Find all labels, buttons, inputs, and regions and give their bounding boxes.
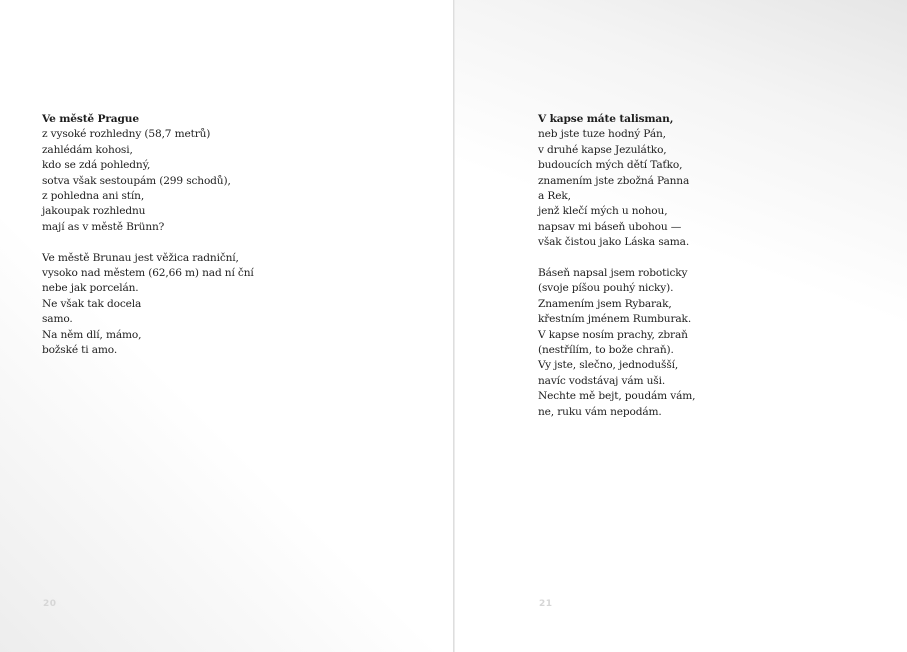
poem-line: (nestřílím, to bože chraň). [538,344,674,357]
poem-line: z vysoké rozhledny (58,7 metrů) [42,128,211,141]
poem-line: Znamením jsem Rybarak, [538,297,672,310]
poem-line: Ne však tak docela [42,297,142,310]
poem-line: však čistou jako Láska sama. [538,236,690,249]
stanza [538,112,695,251]
stanza [538,266,695,420]
poem-title: Ve městě Prague [42,113,139,125]
poem-line: sotva však sestoupám (299 schodů), [42,174,231,187]
poem-line: Nechte mě bejt, poudám vám, [538,390,696,403]
poem-line: Ve městě Brunau jest věžica radniční, [42,251,239,264]
poem-line: (svoje píšou pouhý nicky). [538,282,674,295]
poem-line: budoucích mých dětí Taťko, [538,159,683,172]
left-page [0,0,453,652]
poem-line: jenž klečí mých u nohou, [538,205,668,218]
poem-line: křestním jménem Rumburak. [538,313,692,326]
poem-line: nebe jak porcelán. [42,282,139,295]
poem-line: kdo se zdá pohledný, [42,159,151,172]
stanza [42,251,254,359]
poem-line: z pohledna ani stín, [42,190,145,203]
poem-line: navíc vodstávaj vám uši. [538,374,666,387]
page-number: 21 [539,599,553,609]
poem-line: božské ti amo. [42,344,118,357]
poem-line: mají as v městě Brünn? [42,220,165,233]
poem-line: znamením jste zbožná Panna [538,174,690,187]
poem-line: ne, ruku vám nepodám. [538,405,662,418]
right-page [455,0,907,652]
page-number: 20 [43,599,57,609]
poem-line: V kapse nosím prachy, zbraň [538,328,688,341]
poem-line: a Rek, [538,190,571,203]
poem-line: jakoupak rozhlednu [42,205,146,218]
poem-line: samo. [42,313,73,326]
poem-title: V kapse máte talisman, [538,113,674,125]
poem-right [538,112,695,436]
poem-line: Báseň napsal jsem roboticky [538,267,688,280]
poem-line: zahlédám kohosi, [42,143,133,156]
poem-line: vysoko nad městem (62,66 m) nad ní ční [42,267,254,280]
poem-line: Na něm dlí, mámo, [42,328,142,341]
poem-line: neb jste tuze hodný Pán, [538,128,666,141]
poem-line: napsav mi báseň ubohou — [538,220,682,233]
stanza [42,112,254,235]
poem-line: Vy jste, slečno, jednodušší, [538,359,679,372]
poem-left [42,112,254,374]
poem-line: v druhé kapse Jezulátko, [538,143,667,156]
